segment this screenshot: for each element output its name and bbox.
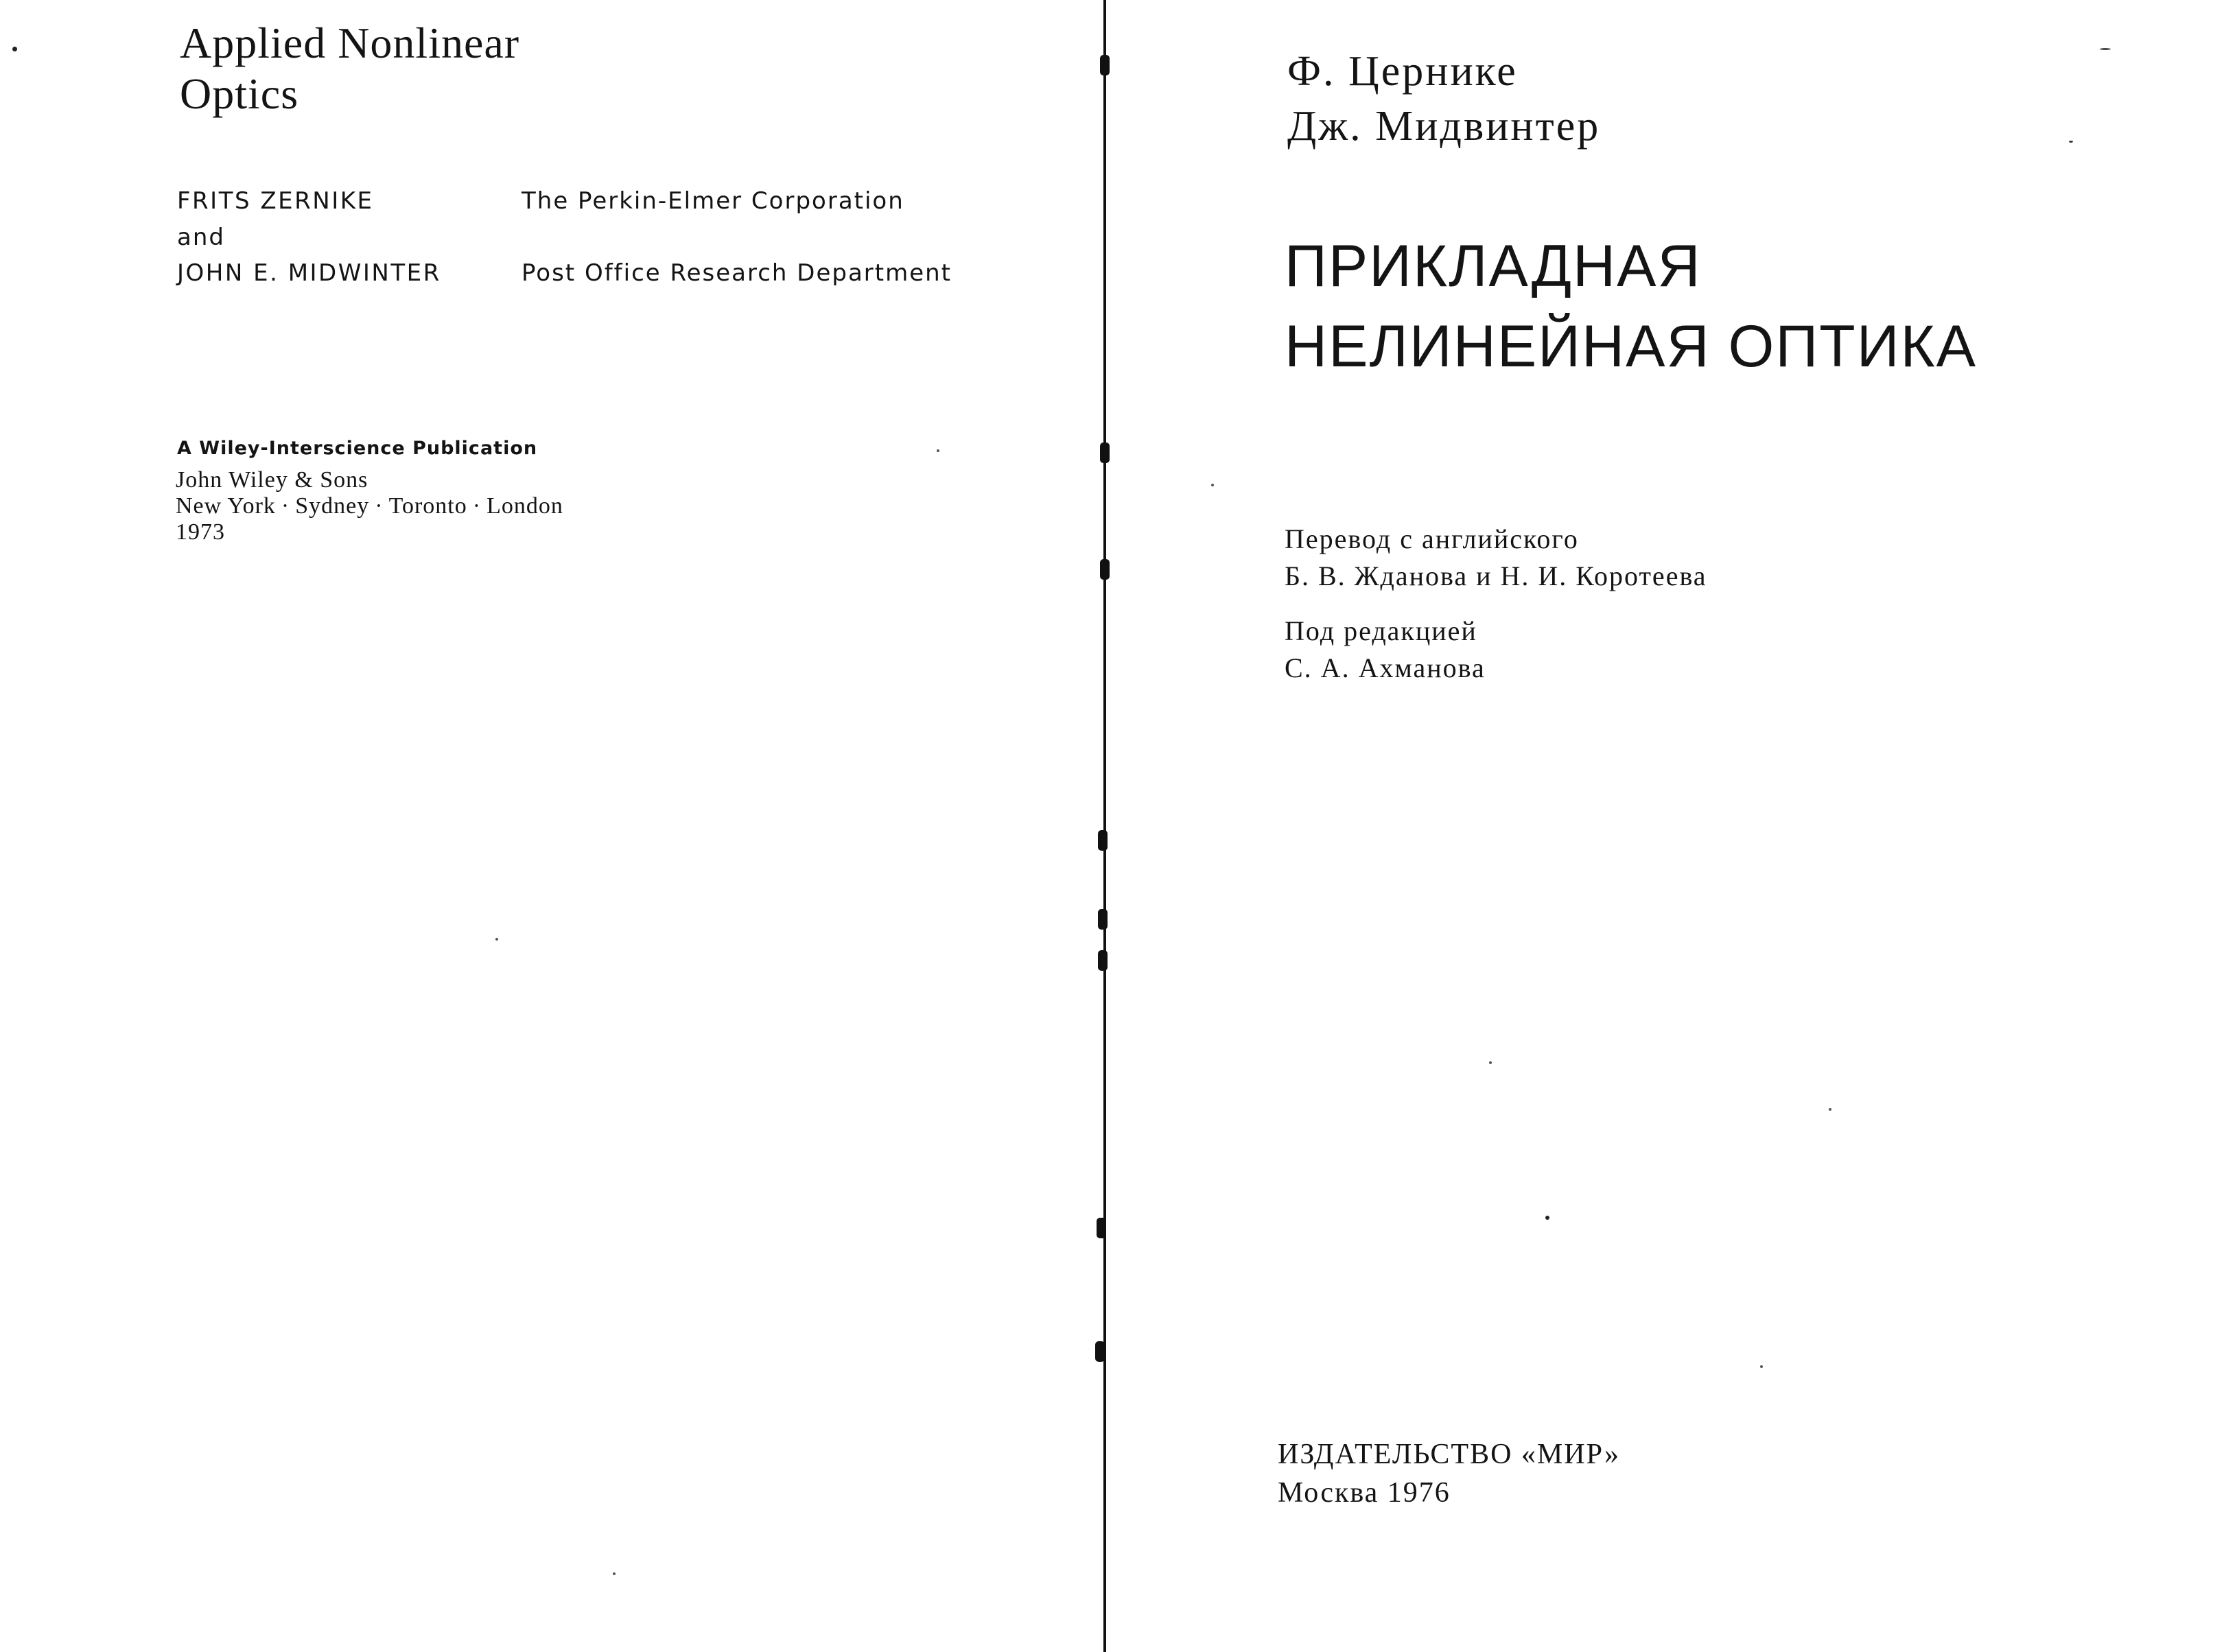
publisher-name: John Wiley & Sons	[176, 467, 368, 493]
russian-publisher: ИЗДАТЕЛЬСТВО «МИР»	[1278, 1439, 1621, 1470]
translation-credit	[1285, 521, 1707, 595]
affiliation-post-office: Post Office Research Department	[522, 259, 952, 287]
book-gutter-line	[1103, 0, 1106, 1652]
scan-speck	[937, 449, 939, 452]
scan-speck	[1211, 484, 1214, 486]
editor-credit	[1285, 613, 1486, 687]
scan-speck	[12, 47, 17, 51]
publisher-cities	[176, 493, 563, 519]
city-separator: ·	[375, 493, 384, 519]
city-separator: ·	[281, 493, 290, 519]
scan-speck	[1489, 1061, 1492, 1064]
binding-mark	[1098, 909, 1108, 930]
russian-authors	[1287, 44, 1600, 154]
russian-author-2: Дж. Мидвинтер	[1287, 103, 1601, 150]
publication-year: 1973	[176, 519, 225, 545]
binding-mark	[1100, 55, 1110, 75]
binding-mark	[1100, 559, 1110, 580]
russian-publisher-block	[1278, 1435, 1620, 1512]
series-imprint: A Wiley-Interscience Publication	[177, 438, 538, 459]
scan-speck	[1829, 1108, 1831, 1111]
binding-mark	[1098, 830, 1108, 851]
scan-speck	[1760, 1365, 1763, 1368]
english-title-line-1: Applied Nonlinear	[180, 19, 520, 67]
city-toronto: Toronto	[388, 493, 467, 519]
binding-mark	[1095, 1341, 1105, 1362]
binding-mark	[1098, 950, 1108, 971]
author-conjunction: and	[177, 224, 225, 251]
binding-mark	[1097, 1218, 1106, 1238]
scan-speck	[2100, 48, 2111, 50]
editor-label: Под редакцией	[1285, 615, 1477, 646]
publisher-block	[176, 467, 563, 545]
scan-speck	[2069, 141, 2073, 143]
scan-speck	[495, 938, 498, 941]
translation-label: Перевод с английского	[1285, 523, 1579, 554]
affiliation-perkin-elmer: The Perkin-Elmer Corporation	[522, 187, 904, 215]
russian-title-line-2: НЕЛИНЕЙНАЯ ОПТИКА	[1285, 314, 1977, 379]
translators: Б. В. Жданова и Н. И. Коротеева	[1285, 560, 1707, 591]
russian-author-1: Ф. Цернике	[1287, 48, 1518, 95]
author-name-midwinter: JOHN E. MIDWINTER	[177, 259, 441, 287]
russian-title-line-1: ПРИКЛАДНАЯ	[1285, 233, 1702, 299]
english-title-line-2: Optics	[180, 69, 299, 118]
binding-mark	[1100, 442, 1110, 463]
city-london: London	[487, 493, 563, 519]
russian-book-title	[1285, 226, 1977, 387]
city-new-york: New York	[176, 493, 276, 519]
english-book-title	[180, 18, 519, 119]
author-name-zernike: FRITS ZERNIKE	[177, 187, 374, 215]
editor-name: С. А. Ахманова	[1285, 652, 1486, 683]
russian-city-year: Москва 1976	[1278, 1477, 1451, 1509]
city-sydney: Sydney	[295, 493, 370, 519]
scan-speck	[613, 1572, 616, 1575]
scan-speck	[1545, 1216, 1549, 1220]
city-separator: ·	[472, 493, 482, 519]
